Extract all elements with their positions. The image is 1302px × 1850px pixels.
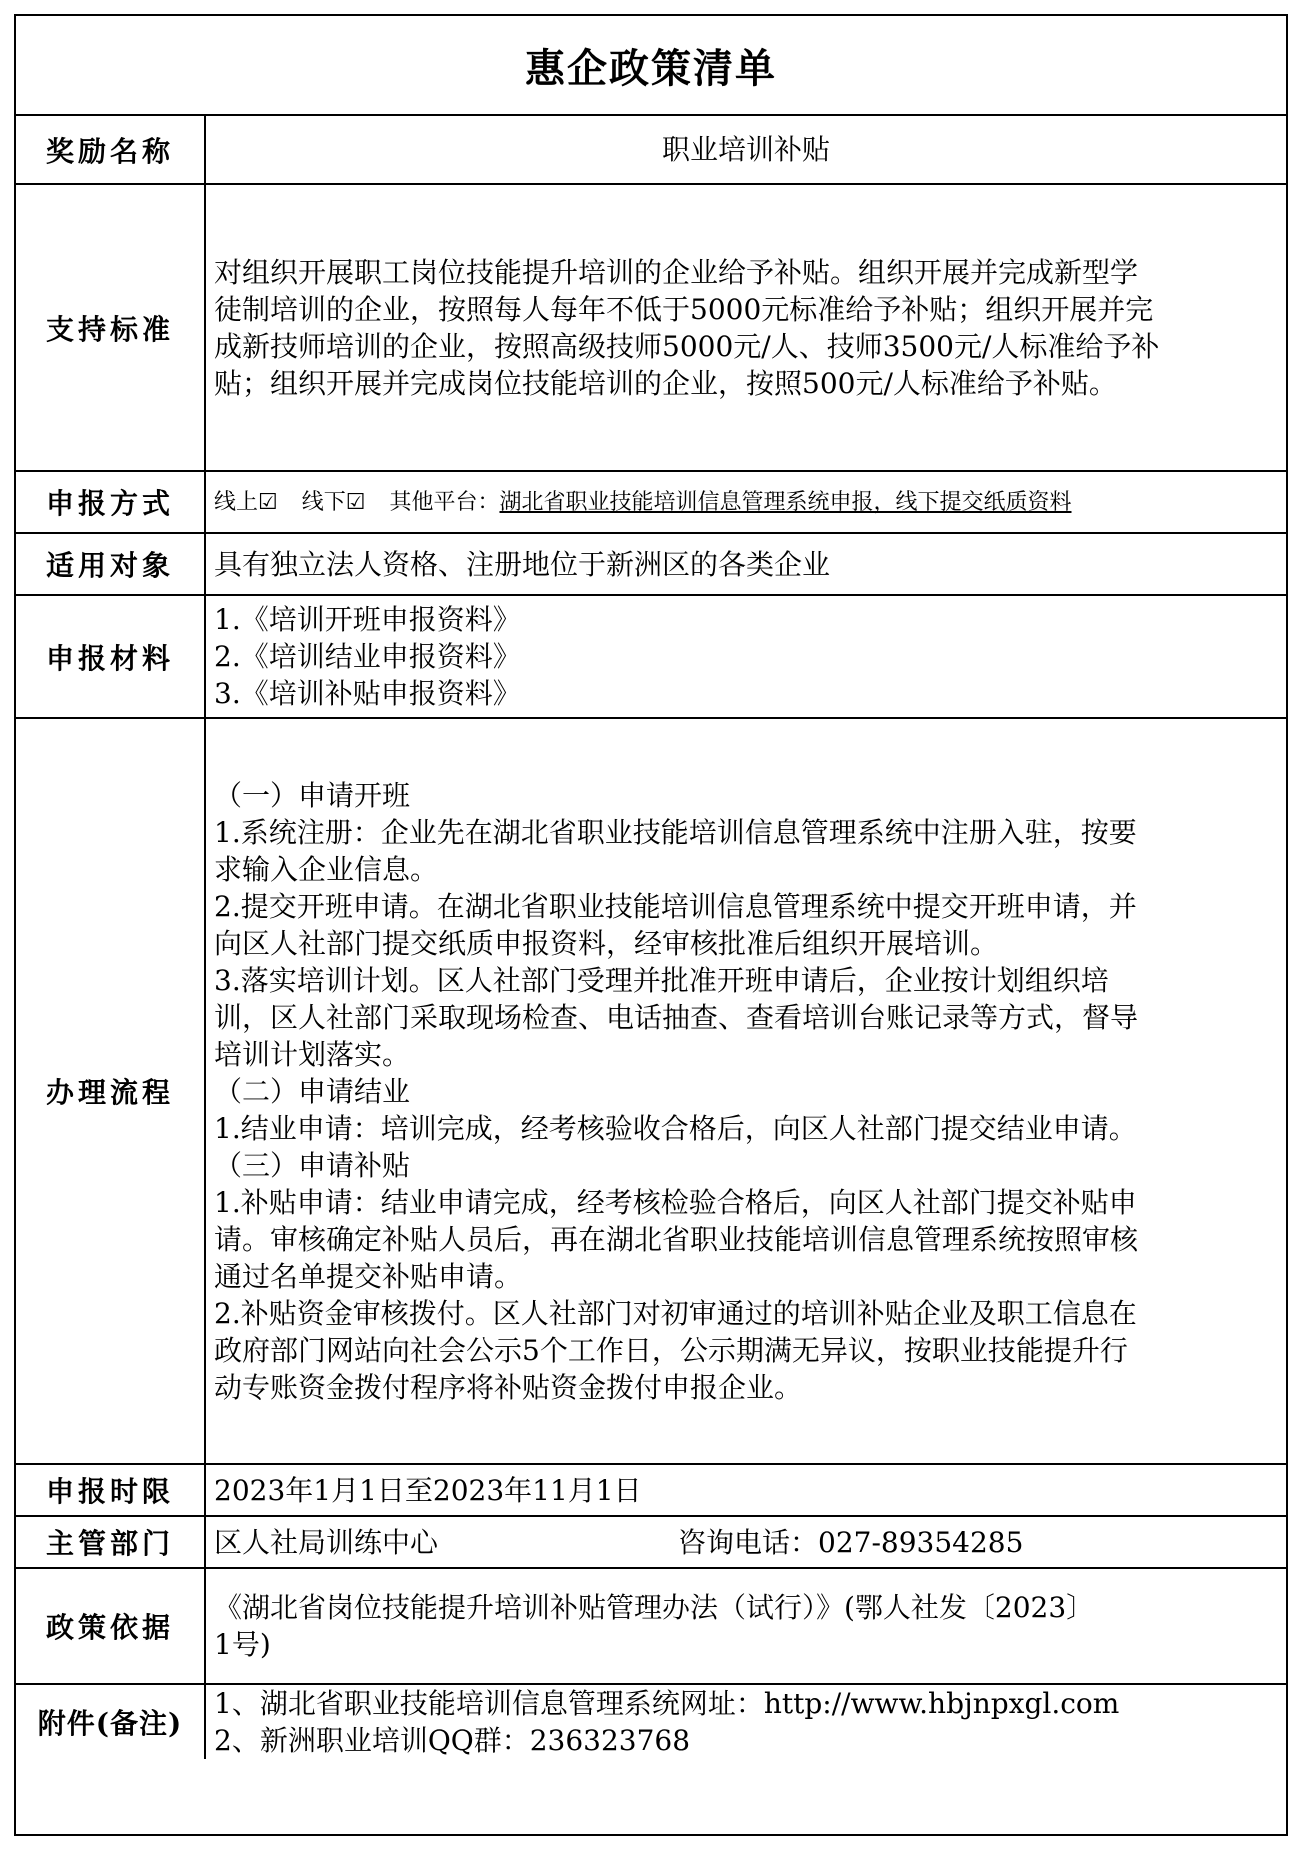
materials-value [206, 596, 1286, 717]
basis-value [206, 1569, 1286, 1683]
process-line: 1.结业申请：培训完成，经考核验收合格后，向区人社部门提交结业申请。 [214, 1111, 1137, 1145]
attachment-line: 2、新洲职业培训QQ群：236323768 [214, 1724, 691, 1757]
target-value: 具有独立法人资格、注册地位于新洲区的各类企业 [214, 547, 831, 581]
process-line: 1.补贴申请：结业申请完成，经考核检验合格后，向区人社部门提交补贴申 [214, 1185, 1137, 1219]
process-line: （二）申请结业 [214, 1074, 411, 1108]
row-award-name [16, 116, 1286, 185]
process-line: （三）申请补贴 [214, 1148, 411, 1182]
deadline-label: 申报时限 [16, 1465, 206, 1515]
basis-label: 政策依据 [16, 1569, 206, 1683]
material-item: 3.《培训补贴申报资料》 [214, 677, 521, 710]
material-item: 1.《培训开班申报资料》 [214, 603, 521, 636]
process-line: 2.提交开班申请。在湖北省职业技能培训信息管理系统中提交开班申请，并 [214, 889, 1137, 923]
support-standard-line: 徒制培训的企业，按照每人每年不低于5000元标准给予补贴；组织开展并完 [214, 292, 1154, 326]
process-line: 3.落实培训计划。区人社部门受理并批准开班申请后，企业按计划组织培 [214, 963, 1109, 997]
process-line: 培训计划落实。 [214, 1037, 411, 1071]
row-support-standard [16, 185, 1286, 472]
process-value [206, 719, 1286, 1463]
offline-checkbox[interactable]: 线下☑ [301, 489, 366, 515]
platform-label: 其他平台： [389, 489, 500, 515]
process-line: 通过名单提交补贴申请。 [214, 1259, 523, 1293]
support-standard-line: 对组织开展职工岗位技能提升培训的企业给予补贴。组织开展并完成新型学 [214, 255, 1139, 289]
process-line: 训，区人社部门采取现场检查、电话抽查、查看培训台账记录等方式，督导 [214, 1000, 1139, 1034]
row-materials [16, 596, 1286, 719]
row-apply-method [16, 472, 1286, 534]
process-line: 动专账资金拨付程序将补贴资金拨付申报企业。 [214, 1370, 803, 1404]
process-line: 1.系统注册：企业先在湖北省职业技能培训信息管理系统中注册入驻，按要 [214, 815, 1137, 849]
deadline-value: 2023年1月1日至2023年11月1日 [214, 1473, 642, 1507]
award-name-label: 奖励名称 [16, 116, 206, 183]
material-item: 2.《培训结业申报资料》 [214, 640, 521, 673]
basis-line: 1号) [214, 1628, 271, 1661]
support-standard-value [206, 185, 1286, 470]
basis-line: 《湖北省岗位技能提升培训补贴管理办法（试行）》(鄂人社发〔2023〕 [214, 1591, 1095, 1624]
row-deadline [16, 1465, 1286, 1517]
process-line: 请。审核确定补贴人员后，再在湖北省职业技能培训信息管理系统按照审核 [214, 1222, 1139, 1256]
platform-value: 湖北省职业技能培训信息管理系统申报，线下提交纸质资料 [499, 489, 1072, 515]
row-basis [16, 1569, 1286, 1685]
row-target [16, 534, 1286, 596]
award-name-value: 职业培训补贴 [661, 133, 830, 166]
page-title: 惠企政策清单 [16, 16, 1286, 116]
attachment-value [206, 1685, 1286, 1759]
support-standard-line: 成新技师培训的企业，按照高级技师5000元/人、技师3500元/人标准给予补 [214, 329, 1160, 363]
attachment-label: 附件(备注) [16, 1685, 206, 1759]
consult-phone: 咨询电话：027-89354285 [678, 1525, 1024, 1559]
row-process [16, 719, 1286, 1465]
apply-method-value [206, 472, 1286, 532]
materials-label: 申报材料 [16, 596, 206, 717]
process-line: 向区人社部门提交纸质申报资料，经审核批准后组织开展培训。 [214, 926, 999, 960]
policy-table [14, 14, 1288, 1836]
support-standard-label: 支持标准 [16, 185, 206, 470]
process-line: 2.补贴资金审核拨付。区人社部门对初审通过的培训补贴企业及职工信息在 [214, 1296, 1137, 1330]
process-line: 求输入企业信息。 [214, 852, 439, 886]
row-department [16, 1517, 1286, 1569]
department-name: 区人社局训练中心 [214, 1525, 439, 1559]
row-attachment [16, 1685, 1286, 1759]
process-line: 政府部门网站向社会公示5个工作日，公示期满无异议，按职业技能提升行 [214, 1333, 1128, 1367]
online-checkbox[interactable]: 线上☑ [214, 489, 278, 515]
apply-method-label: 申报方式 [16, 472, 206, 532]
process-label: 办理流程 [16, 719, 206, 1463]
attachment-line[interactable]: 1、湖北省职业技能培训信息管理系统网址：http://www.hbjnpxgl.com [214, 1687, 1120, 1720]
department-label: 主管部门 [16, 1517, 206, 1567]
target-label: 适用对象 [16, 534, 206, 594]
department-value [206, 1517, 1286, 1567]
process-line: （一）申请开班 [214, 778, 411, 812]
support-standard-line: 贴；组织开展并完成岗位技能培训的企业，按照500元/人标准给予补贴。 [214, 366, 1117, 400]
